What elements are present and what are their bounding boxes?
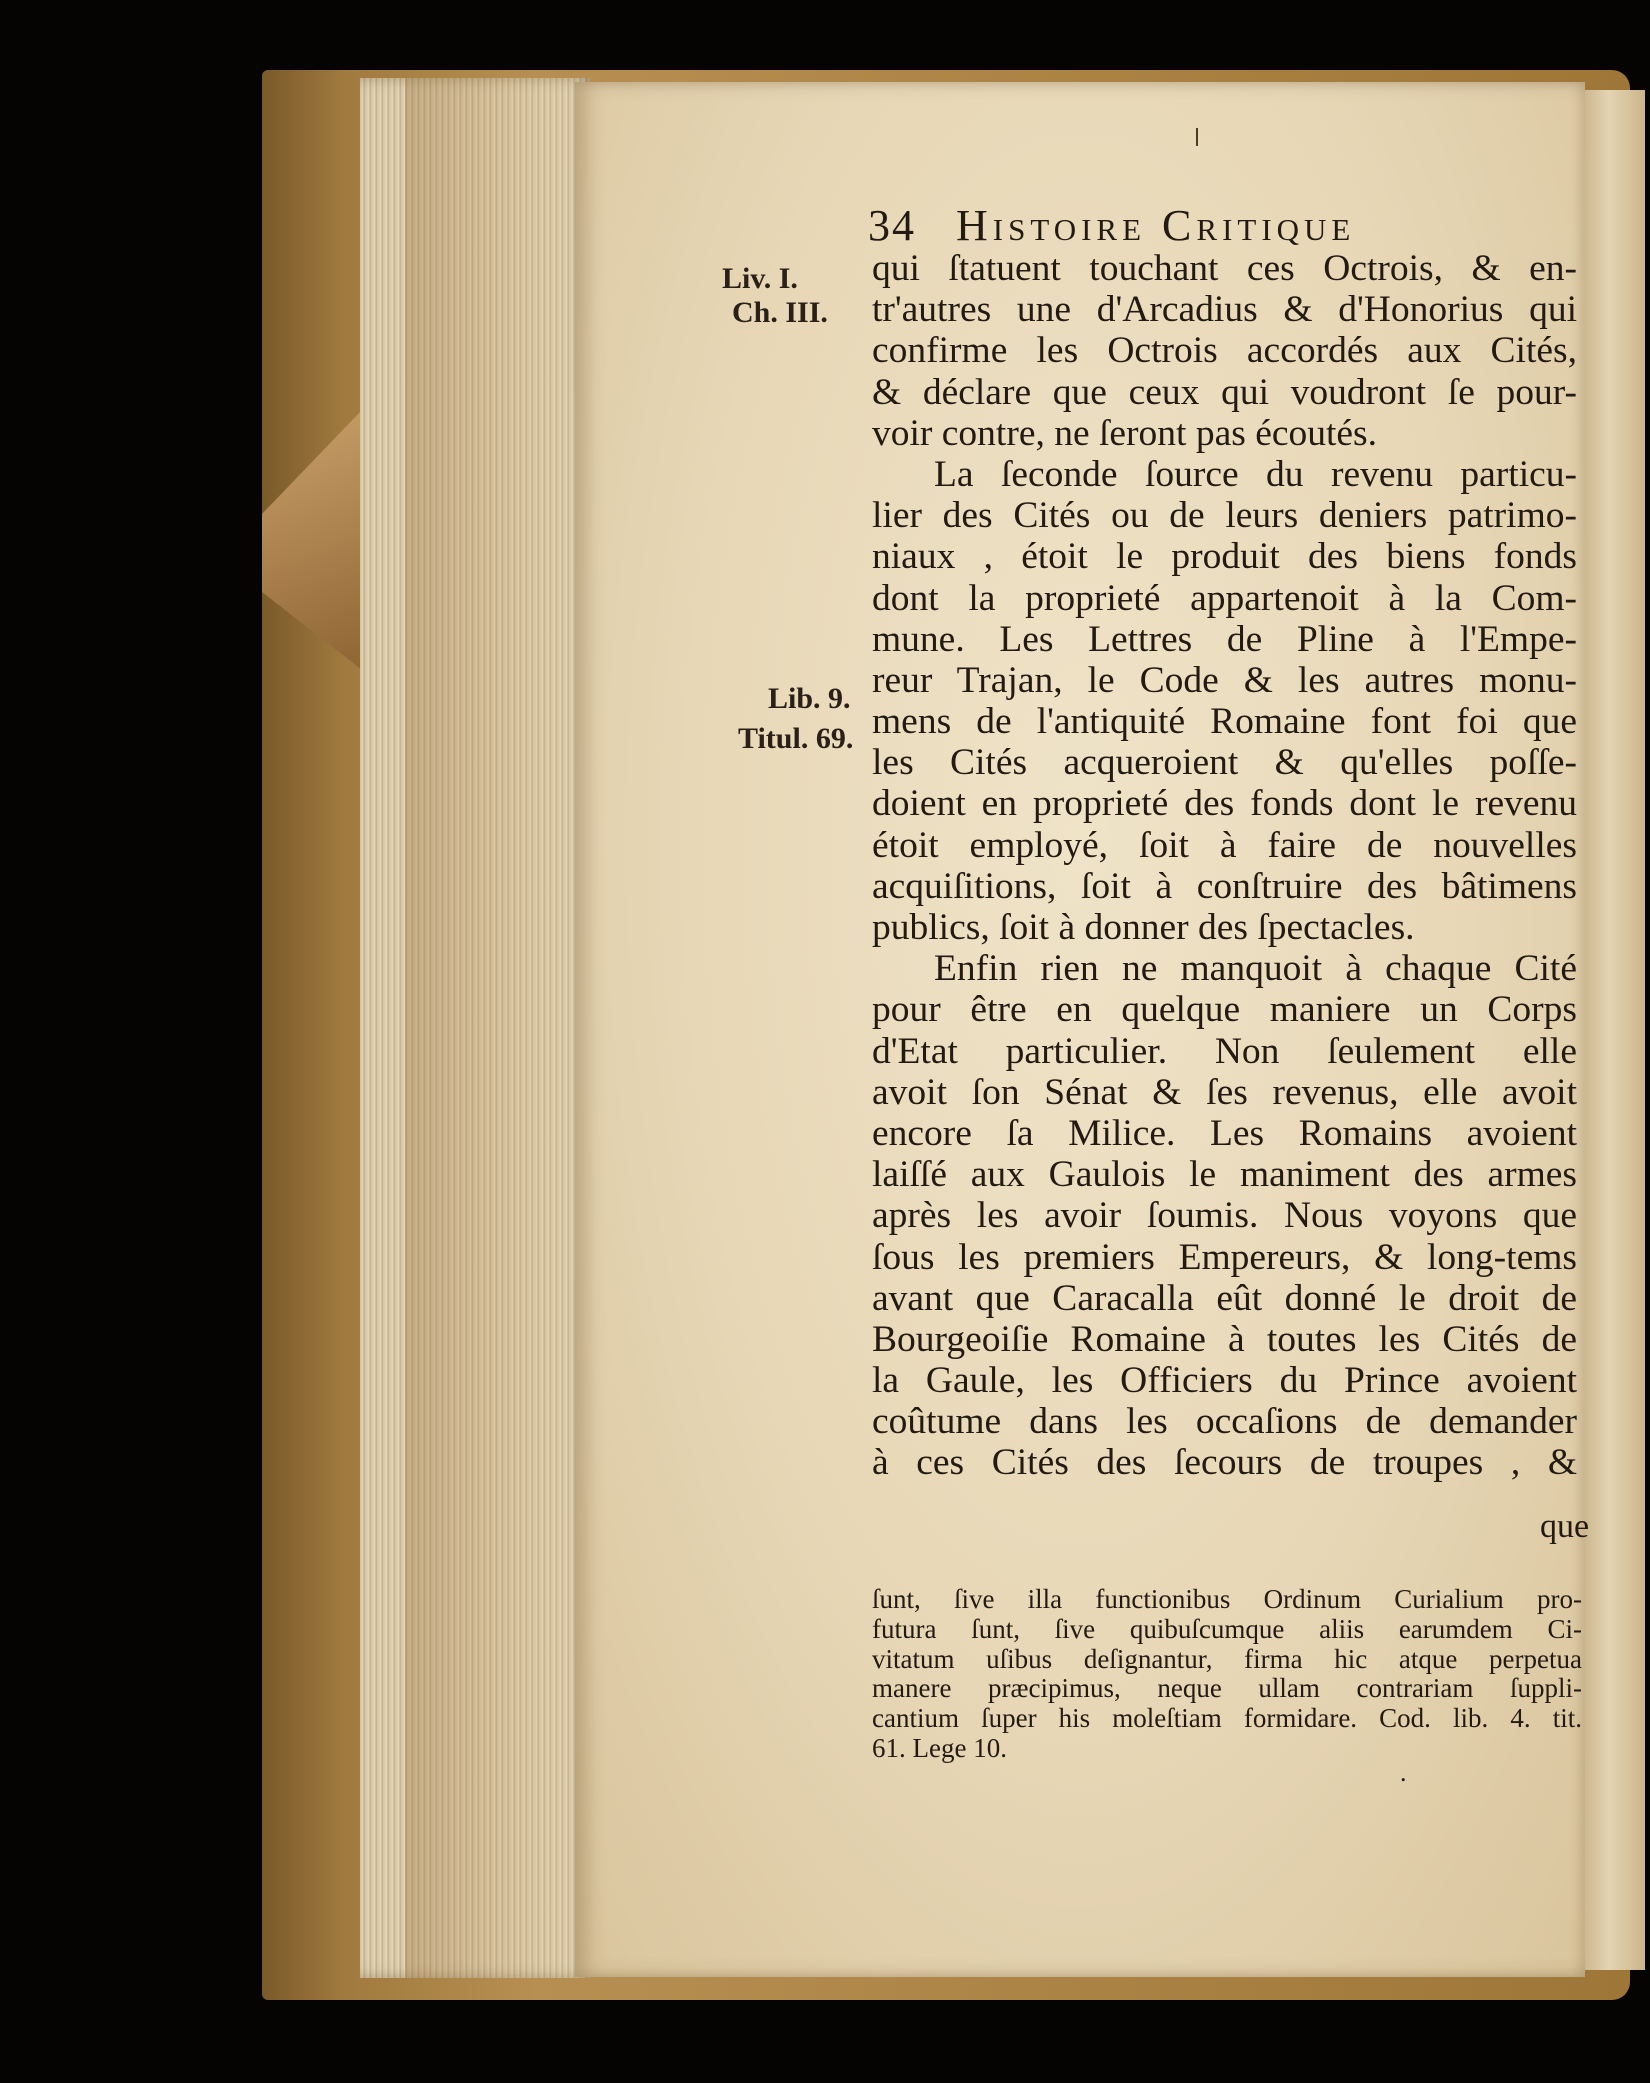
margin-note-chapter: Ch. III. xyxy=(732,296,828,329)
text-line: publics, ſoit à donner des ſpectacles. xyxy=(872,907,1415,948)
running-head xyxy=(868,200,1613,252)
text-line: doient en proprieté des fonds dont le revenu xyxy=(872,783,1577,825)
text-line: à ces Cités des ſecours de troupes , & xyxy=(872,1442,1577,1484)
text-line: dont la proprieté appartenoit à la Com- xyxy=(872,577,1577,619)
text-line: reur Trajan, le Code & les autres monu- xyxy=(872,659,1577,701)
text-line: laiſſé aux Gaulois le maniment des armes xyxy=(872,1154,1577,1196)
footnote-line: manere præcipimus, neque ullam contrariam ſuppli- xyxy=(872,1674,1582,1704)
text-line: Bourgeoiſie Romaine à toutes les Cités de xyxy=(872,1318,1577,1360)
text-line: qui ſtatuent touchant ces Octrois, & en- xyxy=(872,248,1577,289)
text-line: tr'autres une d'Arcadius & d'Honorius qui xyxy=(872,289,1577,331)
margin-note-titul: Titul. 69. xyxy=(738,722,854,755)
ink-mark xyxy=(1196,128,1198,146)
text-line: coûtume dans les occaſions de demander xyxy=(872,1401,1577,1443)
footnote-line: futura ſunt, ſive quibuſcumque aliis earumdem Ci- xyxy=(872,1614,1582,1644)
text-line: niaux , étoit le produit des biens fonds xyxy=(872,536,1577,578)
running-title: Histoire Critique xyxy=(956,201,1356,250)
text-line: d'Etat particulier. Non ſeulement elle xyxy=(872,1030,1577,1072)
footnote-line: ſunt, ſive illa functionibus Ordinum Curialium pro- xyxy=(872,1585,1582,1614)
facing-page-edge xyxy=(1585,90,1645,1970)
text-line: Enfin rien ne manquoit à chaque Cité xyxy=(934,948,1577,990)
margin-note-lib: Lib. 9. xyxy=(768,682,851,715)
text-line: avant que Caracalla eût donné le droit de xyxy=(872,1277,1577,1319)
signature-mark: . xyxy=(1400,1758,1407,1787)
text-line: lier des Cités ou de leurs deniers patrimo- xyxy=(872,495,1577,537)
text-line: & déclare que ceux qui voudront ſe pour- xyxy=(872,371,1577,413)
margin-note-book: Liv. I. xyxy=(722,262,798,295)
text-line: confirme les Octrois accordés aux Cités, xyxy=(872,330,1577,372)
text-line: après les avoir ſoumis. Nous voyons que xyxy=(872,1195,1577,1237)
text-line: encore ſa Milice. Les Romains avoient xyxy=(872,1112,1577,1154)
body-text xyxy=(872,248,1577,1484)
footnote-line: vitatum uſibus deſignantur, firma hic atque perpetua xyxy=(872,1644,1582,1674)
text-line: mune. Les Lettres de Pline à l'Empe- xyxy=(872,618,1577,660)
text-line: voir contre, ne ſeront pas écoutés. xyxy=(872,412,1378,454)
text-line: La ſeconde ſource du revenu particu- xyxy=(934,453,1577,495)
text-line: ſous les premiers Empereurs, & long-tems xyxy=(872,1236,1577,1278)
text-line: les Cités acqueroient & qu'elles poſſe- xyxy=(872,742,1577,784)
text-line: étoit employé, ſoit à faire de nouvelles xyxy=(872,824,1577,866)
footnote-line: cantium ſuper his moleſtiam formidare. Cod. lib. 4. tit. xyxy=(872,1704,1582,1734)
footnote xyxy=(872,1585,1582,1764)
text-line: pour être en quelque maniere un Corps xyxy=(872,989,1577,1031)
page-edges-shading xyxy=(405,78,585,1978)
page-number: 34 xyxy=(868,201,916,250)
footnote-line: 61. Lege 10. xyxy=(872,1733,1007,1763)
text-line: avoit ſon Sénat & ſes revenus, elle avoit xyxy=(872,1071,1577,1113)
text-line: acquiſitions, ſoit à conſtruire des bâtimens xyxy=(872,865,1577,907)
text-line: la Gaule, les Officiers du Prince avoient xyxy=(872,1360,1577,1402)
text-line: mens de l'antiquité Romaine font foi que xyxy=(872,701,1577,743)
catchword: que xyxy=(1540,1508,1590,1545)
